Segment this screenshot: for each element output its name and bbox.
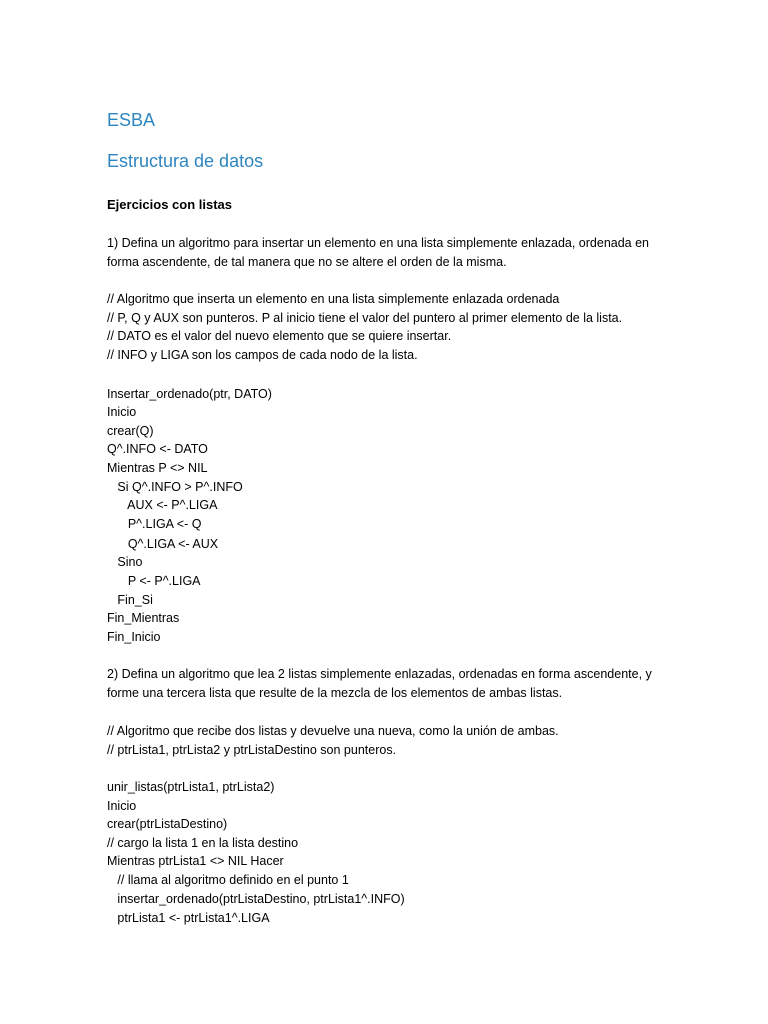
exercise2-comment-line: // Algoritmo que recibe dos listas y devuelve una nueva, como la unión de ambas. <box>107 724 559 738</box>
exercise1-code-line: Sino <box>107 555 143 569</box>
exercise1-comment-line: // Algoritmo que inserta un elemento en una lista simplemente enlazada ordenada <box>107 292 560 306</box>
section-title: Ejercicios con listas <box>107 197 233 212</box>
exercise1-statement-line: 1) Defina un algoritmo para insertar un elemento en una lista simplemente enlazada, ordenada en <box>107 236 649 250</box>
exercise2-code-line: ptrLista1 <- ptrLista1^.LIGA <box>107 911 270 925</box>
exercise1-statement-line: forma ascendente, de tal manera que no se altere el orden de la misma. <box>107 255 507 269</box>
exercise1-comment-line: // P, Q y AUX son punteros. P al inicio tiene el valor del puntero al primer elemento de la lista. <box>107 311 623 325</box>
exercise2-code-line: crear(ptrListaDestino) <box>107 817 228 831</box>
exercise2-comment-line: // ptrLista1, ptrLista2 y ptrListaDestino son punteros. <box>107 743 397 757</box>
exercise1-code-line: Mientras P <> NIL <box>107 461 208 475</box>
exercise1-code-line: P^.LIGA <- Q <box>107 517 202 531</box>
exercise1-code-line: Q^.LIGA <- AUX <box>107 537 219 551</box>
exercise1-code-line: Q^.INFO <- DATO <box>107 442 208 456</box>
exercise2-code-line: // cargo la lista 1 en la lista destino <box>107 836 299 850</box>
exercise1-code-line: AUX <- P^.LIGA <box>107 498 218 512</box>
exercise1-code-line: Fin_Mientras <box>107 611 180 625</box>
exercise1-comment-line: // DATO es el valor del nuevo elemento que se quiere insertar. <box>107 329 452 343</box>
exercise2-code-line: unir_listas(ptrLista1, ptrLista2) <box>107 780 275 794</box>
exercise1-code-line: Fin_Inicio <box>107 630 161 644</box>
exercise2-code-line: Mientras ptrLista1 <> NIL Hacer <box>107 854 284 868</box>
exercise1-code-line: P <- P^.LIGA <box>107 574 201 588</box>
exercise1-comment-line: // INFO y LIGA son los campos de cada nodo de la lista. <box>107 348 418 362</box>
org-heading: ESBA <box>107 110 156 130</box>
exercise2-statement-line: forme una tercera lista que resulte de la mezcla de los elementos de ambas listas. <box>107 686 563 700</box>
exercise1-code-line: Inicio <box>107 405 137 419</box>
exercise2-code-line: Inicio <box>107 799 137 813</box>
subject-heading: Estructura de datos <box>107 151 264 171</box>
exercise2-code-line: // llama al algoritmo definido en el punto 1 <box>107 873 349 887</box>
exercise2-statement-line: 2) Defina un algoritmo que lea 2 listas simplemente enlazadas, ordenadas en forma ascendente, y <box>107 667 652 681</box>
exercise1-code-line: Fin_Si <box>107 593 153 607</box>
exercise2-code-line: insertar_ordenado(ptrListaDestino, ptrLista1^.INFO) <box>107 892 405 906</box>
exercise1-code-line: crear(Q) <box>107 424 154 438</box>
exercise1-code-line: Insertar_ordenado(ptr, DATO) <box>107 387 272 401</box>
exercise1-code-line: Si Q^.INFO > P^.INFO <box>107 480 243 494</box>
